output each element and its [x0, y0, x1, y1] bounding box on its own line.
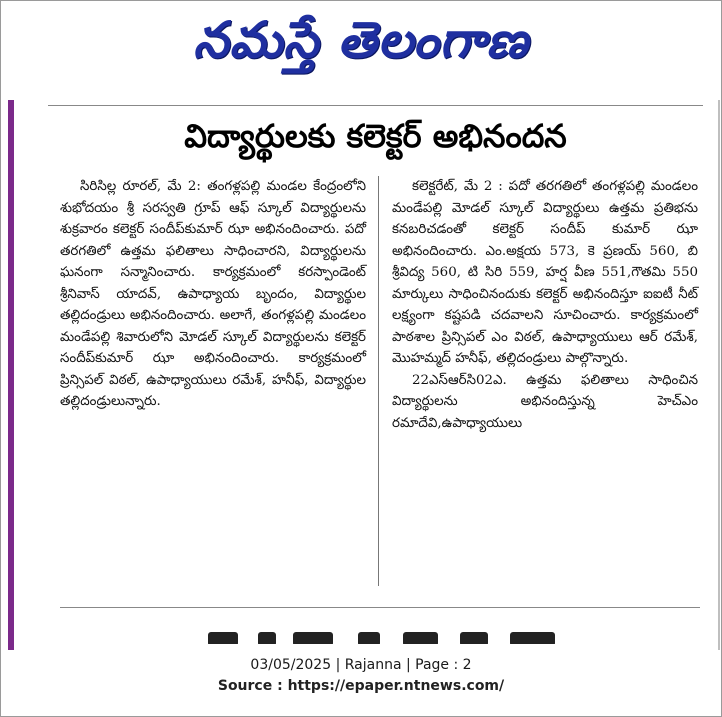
top-rule	[48, 105, 703, 106]
bottom-rule	[60, 607, 700, 608]
article-columns	[60, 176, 700, 586]
article-left-column	[60, 176, 366, 586]
right-column-paragraph: కలెక్టరేట్‌, మే 2 : పదో తరగతిలో తంగళ్లపల్లి మండలం మండేపల్లి మోడల్‌ స్కూల్‌ విద్యార్థులు ఉత్తమ ప్రతిభను కనబరిచడంతో కలెక్టర్‌ సందీప్‌ కుమార్‌ ఝా అభినందించారు. ఎం.అక్షయ 573, కె ప్రణయ్‌ 560, బి శ్రీవిద్య 560, టి సిరి 559, హర్ష వీణ 551,గౌతమి 550 మార్కులు సాధించినందుకు కలెక్టర్‌ అభినందిస్తూ ఐఐటీ నీట్‌ లక్ష్యంగా కష్టపడి చదవాలని సూచించారు. కార్యక్రమంలో పాఠశాల ప్రిన్సిపల్‌ ఎం విఠల్‌, ఉపాధ్యాయులు ఆర్‌ రమేశ్‌, మొహమ్మద్‌ హనీఫ్‌, తల్లిదండ్రులు పాల్గొన్నారు.	[392, 179, 698, 366]
clipping-footer	[0, 655, 722, 699]
column-divider	[378, 176, 379, 586]
cut-off-next-headline	[198, 630, 598, 644]
newspaper-masthead: నమస్తే తెలంగాణ	[193, 11, 529, 69]
photo-caption: 22ఎస్‌ఆర్‌సి02ఎ. ఉత్తమ ఫలితాలు సాధించిన విద్యార్థులను అభినందిస్తున్న హెచ్‌ఎం రమాదేవి,ఉపాధ్యాయులు	[392, 372, 698, 431]
left-column-paragraph: సిరిసిల్ల రూరల్‌, మే 2: తంగళ్లపల్లి మండల కేంద్రంలోని శుభోదయం శ్రీ సరస్వతి గ్రూప్‌ ఆఫ్‌ స్కూల్‌ విద్యార్థులను శుక్రవారం కలెక్టర్‌ సందీప్‌కుమార్‌ ఝా అభినందించారు. పదో తరగతిలో ఉత్తమ ఫలితాలు సాధించారని, విద్యార్థులను ఘనంగా సన్మానించారు. కార్యక్రమంలో కరస్పాండెంట్‌ శ్రీనివాస్‌ యాదవ్‌, ఉపాధ్యాయ బృందం, విద్యార్థుల తల్లిదండ్రులు అభినందించారు. అలాగే, తంగళ్లపల్లి మండలం మండేపల్లి శివారులోని మోడల్‌ స్కూల్‌ విద్యార్థులను కలెక్టర్‌ సందీప్‌కుమార్‌ ఝా అభినందించారు. కార్యక్రమంలో ప్రిన్సిపల్‌ విఠల్‌, ఉపాధ్యాయులు రమేశ్‌, హనీఫ్‌, విద్యార్థుల తల్లిదండ్రులున్నారు.	[60, 179, 366, 409]
source-link[interactable]: Source : https://epaper.ntnews.com/	[217, 678, 505, 694]
article-headline: విద్యార్థులకు కలెక్టర్‌ అభినందన	[184, 117, 567, 155]
clipping-edge	[718, 100, 720, 650]
clipping-accent-bar	[8, 100, 14, 650]
date-edition-page: 03/05/2025 | Rajanna | Page : 2	[250, 657, 472, 673]
article-clipping	[8, 100, 720, 650]
article-right-column	[392, 176, 698, 586]
